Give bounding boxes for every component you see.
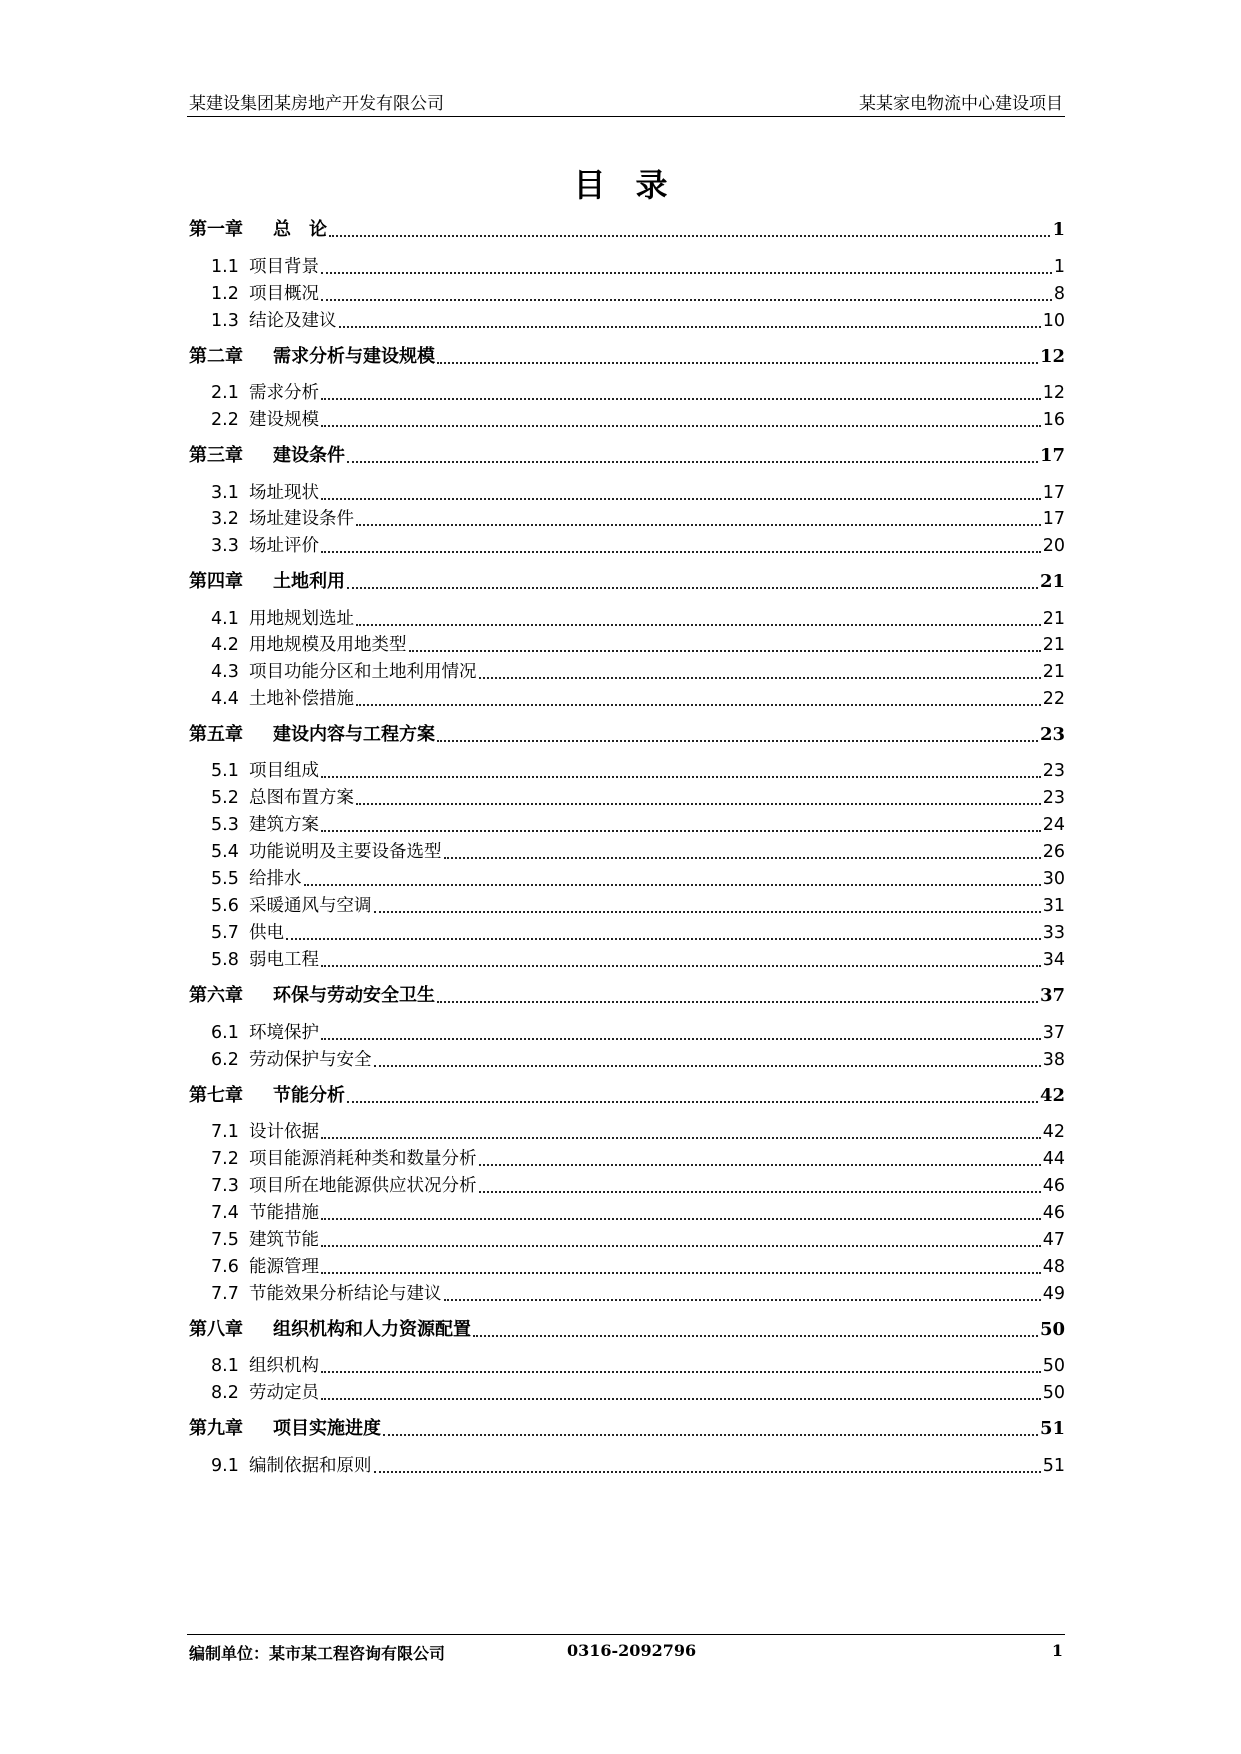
toc-dot-leader xyxy=(437,362,1038,364)
toc-dot-leader xyxy=(321,1137,1041,1139)
toc-entry-page: 30 xyxy=(1042,869,1065,889)
toc-entry-page: 46 xyxy=(1042,1176,1065,1196)
toc-entry-title: 项目所在地能源供应状况分析 xyxy=(249,1176,477,1196)
toc-entry-page: 1 xyxy=(1053,257,1065,277)
toc-entry-title: 组织机构和人力资源配置 xyxy=(273,1319,471,1340)
toc-section-entry[interactable] xyxy=(211,1020,1065,1046)
toc-entry-page: 37 xyxy=(1039,985,1065,1006)
toc-dot-leader xyxy=(286,938,1041,940)
toc-dot-leader xyxy=(437,1001,1038,1003)
toc-dot-leader xyxy=(321,1272,1041,1274)
toc-entry-title: 能源管理 xyxy=(249,1257,319,1277)
toc-entry-title: 建筑方案 xyxy=(249,815,319,835)
toc-entry-page: 46 xyxy=(1042,1203,1065,1223)
toc-section-entry[interactable] xyxy=(211,1281,1065,1307)
toc-chapter-entry[interactable] xyxy=(189,344,1065,370)
toc-entry-number: 第一章 xyxy=(189,219,243,240)
toc-dot-leader xyxy=(444,1299,1041,1301)
toc-section-entry[interactable] xyxy=(211,606,1065,632)
toc-entry-page: 24 xyxy=(1042,815,1065,835)
toc-dot-leader xyxy=(479,1191,1041,1193)
toc-section-entry[interactable] xyxy=(211,506,1065,532)
toc-entry-number: 第九章 xyxy=(189,1418,243,1439)
toc-entry-title: 场址评价 xyxy=(249,536,319,556)
toc-section-entry[interactable] xyxy=(211,839,1065,865)
toc-entry-title: 总 论 xyxy=(273,219,327,240)
toc-dot-leader xyxy=(329,235,1050,237)
toc-entry-title: 设计依据 xyxy=(249,1122,319,1142)
toc-dot-leader xyxy=(473,1335,1038,1337)
toc-dot-leader xyxy=(409,650,1041,652)
toc-entry-title: 用地规模及用地类型 xyxy=(249,635,407,655)
footer-phone: 0316-2092796 xyxy=(567,1641,697,1660)
toc-entry-number: 第二章 xyxy=(189,346,243,367)
toc-entry-page: 50 xyxy=(1042,1356,1065,1376)
toc-entry-number: 1.3 xyxy=(211,311,239,331)
toc-entry-page: 48 xyxy=(1042,1257,1065,1277)
toc-dot-leader xyxy=(347,1101,1038,1103)
toc-entry-title: 土地补偿措施 xyxy=(249,689,354,709)
toc-dot-leader xyxy=(356,524,1041,526)
header-company: 某建设集团某房地产开发有限公司 xyxy=(189,94,444,114)
toc-section-entry[interactable] xyxy=(211,659,1065,685)
toc-dot-leader xyxy=(356,803,1041,805)
toc-entry-title: 需求分析 xyxy=(249,383,319,403)
toc-entry-number: 5.4 xyxy=(211,842,239,862)
toc-entry-title: 劳动定员 xyxy=(249,1383,319,1403)
toc-section-entry[interactable] xyxy=(211,480,1065,506)
footer-organization: 编制单位：某市某工程咨询有限公司 xyxy=(189,1644,446,1663)
toc-section-entry[interactable] xyxy=(211,1047,1065,1073)
toc-entry-page: 42 xyxy=(1039,1085,1065,1106)
toc-entry-number: 7.5 xyxy=(211,1230,239,1250)
toc-entry-title: 需求分析与建设规模 xyxy=(273,346,435,367)
toc-entry-page: 26 xyxy=(1042,842,1065,862)
toc-entry-page: 23 xyxy=(1042,788,1065,808)
toc-entry-page: 51 xyxy=(1042,1456,1065,1476)
toc-entry-page: 23 xyxy=(1042,761,1065,781)
toc-entry-number: 8.2 xyxy=(211,1383,239,1403)
toc-entry-page: 16 xyxy=(1042,410,1065,430)
toc-dot-leader xyxy=(321,299,1052,301)
toc-entry-page: 17 xyxy=(1042,483,1065,503)
toc-section-entry[interactable] xyxy=(211,1254,1065,1280)
toc-dot-leader xyxy=(321,1398,1041,1400)
toc-entry-title: 劳动保护与安全 xyxy=(249,1050,372,1070)
toc-section-entry[interactable] xyxy=(211,380,1065,406)
toc-entry-title: 环保与劳动安全卫生 xyxy=(273,985,435,1006)
toc-entry-page: 12 xyxy=(1039,346,1065,367)
toc-section-entry[interactable] xyxy=(211,632,1065,658)
toc-entry-page: 21 xyxy=(1042,662,1065,682)
toc-section-entry[interactable] xyxy=(211,1227,1065,1253)
toc-dot-leader xyxy=(321,830,1041,832)
toc-dot-leader xyxy=(374,1065,1041,1067)
toc-section-entry[interactable] xyxy=(211,407,1065,433)
toc-dot-leader xyxy=(321,498,1041,500)
toc-dot-leader xyxy=(479,677,1041,679)
toc-chapter-entry[interactable] xyxy=(189,722,1065,748)
toc-entry-number: 3.1 xyxy=(211,483,239,503)
toc-section-entry[interactable] xyxy=(211,893,1065,919)
toc-entry-title: 节能分析 xyxy=(273,1085,345,1106)
toc-entry-page: 8 xyxy=(1053,284,1065,304)
page-header xyxy=(187,88,1065,117)
toc-entry-page: 49 xyxy=(1042,1284,1065,1304)
toc-chapter-entry[interactable] xyxy=(189,1317,1065,1343)
toc-entry-page: 50 xyxy=(1042,1383,1065,1403)
toc-chapter-entry[interactable] xyxy=(189,443,1065,469)
toc-entry-number: 7.3 xyxy=(211,1176,239,1196)
toc-entry-page: 47 xyxy=(1042,1230,1065,1250)
toc-dot-leader xyxy=(479,1164,1041,1166)
toc-entry-number: 7.4 xyxy=(211,1203,239,1223)
toc-entry-title: 场址现状 xyxy=(249,483,319,503)
toc-dot-leader xyxy=(383,1434,1038,1436)
page-footer xyxy=(187,1634,1065,1665)
toc-entry-title: 建设内容与工程方案 xyxy=(273,724,435,745)
toc-entry-page: 17 xyxy=(1042,509,1065,529)
toc-entry-title: 土地利用 xyxy=(273,571,345,592)
toc-entry-title: 项目功能分区和土地利用情况 xyxy=(249,662,477,682)
toc-entry-title: 给排水 xyxy=(249,869,302,889)
toc-dot-leader xyxy=(321,1371,1041,1373)
toc-entry-title: 编制依据和原则 xyxy=(249,1456,372,1476)
toc-dot-leader xyxy=(347,587,1038,589)
toc-section-entry[interactable] xyxy=(211,254,1065,280)
toc-entry-title: 结论及建议 xyxy=(249,311,337,331)
toc-entry-page: 31 xyxy=(1042,896,1065,916)
toc-section-entry[interactable] xyxy=(211,758,1065,784)
toc-entry-number: 4.2 xyxy=(211,635,239,655)
toc-dot-leader xyxy=(374,911,1041,913)
toc-dot-leader xyxy=(321,398,1041,400)
toc-section-entry[interactable] xyxy=(211,812,1065,838)
toc-dot-leader xyxy=(321,272,1052,274)
toc-entry-page: 37 xyxy=(1042,1023,1065,1043)
toc-section-entry[interactable] xyxy=(211,785,1065,811)
toc-entry-page: 33 xyxy=(1042,923,1065,943)
toc-dot-leader xyxy=(321,551,1041,553)
toc-dot-leader xyxy=(356,624,1041,626)
toc-entry-number: 2.1 xyxy=(211,383,239,403)
toc-entry-number: 第六章 xyxy=(189,985,243,1006)
toc-entry-title: 场址建设条件 xyxy=(249,509,354,529)
toc-entry-page: 12 xyxy=(1042,383,1065,403)
toc-entry-number: 5.1 xyxy=(211,761,239,781)
toc-entry-page: 21 xyxy=(1039,571,1065,592)
toc-entry-number: 5.6 xyxy=(211,896,239,916)
toc-entry-number: 2.2 xyxy=(211,410,239,430)
toc-entry-page: 44 xyxy=(1042,1149,1065,1169)
toc-entry-number: 1.1 xyxy=(211,257,239,277)
toc-entry-number: 3.3 xyxy=(211,536,239,556)
toc-dot-leader xyxy=(304,884,1041,886)
toc-dot-leader xyxy=(444,857,1041,859)
toc-entry-title: 节能效果分析结论与建议 xyxy=(249,1284,442,1304)
toc-section-entry[interactable] xyxy=(211,281,1065,307)
footer-page-number: 1 xyxy=(1051,1641,1063,1660)
toc-entry-page: 17 xyxy=(1039,445,1065,466)
toc-entry-page: 20 xyxy=(1042,536,1065,556)
toc-dot-leader xyxy=(347,461,1038,463)
toc-entry-number: 5.3 xyxy=(211,815,239,835)
toc-entry-page: 50 xyxy=(1039,1319,1065,1340)
toc-entry-title: 建筑节能 xyxy=(249,1230,319,1250)
toc-dot-leader xyxy=(374,1471,1041,1473)
toc-section-entry[interactable] xyxy=(211,686,1065,712)
toc-entry-page: 21 xyxy=(1042,609,1065,629)
toc-entry-page: 51 xyxy=(1039,1418,1065,1439)
toc-entry-number: 5.8 xyxy=(211,950,239,970)
toc-dot-leader xyxy=(321,776,1041,778)
header-project: 某某家电物流中心建设项目 xyxy=(859,94,1063,114)
toc-entry-number: 1.2 xyxy=(211,284,239,304)
toc-entry-title: 项目组成 xyxy=(249,761,319,781)
toc-entry-title: 建设规模 xyxy=(249,410,319,430)
toc-entry-title: 组织机构 xyxy=(249,1356,319,1376)
toc-section-entry[interactable] xyxy=(211,1453,1065,1479)
toc-dot-leader xyxy=(437,740,1038,742)
toc-dot-leader xyxy=(321,425,1041,427)
toc-chapter-entry[interactable] xyxy=(189,1416,1065,1442)
toc-entry-title: 建设条件 xyxy=(273,445,345,466)
toc-entry-number: 8.1 xyxy=(211,1356,239,1376)
toc-entry-page: 23 xyxy=(1039,724,1065,745)
toc-section-entry[interactable] xyxy=(211,920,1065,946)
toc-entry-number: 4.1 xyxy=(211,609,239,629)
toc-section-entry[interactable] xyxy=(211,866,1065,892)
toc-section-entry[interactable] xyxy=(211,1380,1065,1406)
toc-entry-number: 7.6 xyxy=(211,1257,239,1277)
toc-entry-page: 42 xyxy=(1042,1122,1065,1142)
toc-chapter-entry[interactable] xyxy=(189,1083,1065,1109)
toc-entry-number: 7.7 xyxy=(211,1284,239,1304)
toc-entry-number: 7.1 xyxy=(211,1122,239,1142)
toc-entry-page: 1 xyxy=(1052,219,1065,240)
toc-entry-number: 第五章 xyxy=(189,724,243,745)
toc-dot-leader xyxy=(321,1038,1041,1040)
toc-entry-number: 3.2 xyxy=(211,509,239,529)
toc-section-entry[interactable] xyxy=(211,947,1065,973)
toc-section-entry[interactable] xyxy=(211,1119,1065,1145)
toc-dot-leader xyxy=(321,1245,1041,1247)
toc-section-entry[interactable] xyxy=(211,1353,1065,1379)
toc-entry-page: 34 xyxy=(1042,950,1065,970)
toc-entry-page: 10 xyxy=(1042,311,1065,331)
toc-entry-number: 第四章 xyxy=(189,571,243,592)
toc-entry-page: 38 xyxy=(1042,1050,1065,1070)
toc-entry-number: 7.2 xyxy=(211,1149,239,1169)
page-title: 目录 xyxy=(573,166,698,204)
toc-entry-number: 6.2 xyxy=(211,1050,239,1070)
toc-entry-title: 弱电工程 xyxy=(249,950,319,970)
toc-entry-title: 功能说明及主要设备选型 xyxy=(249,842,442,862)
toc-entry-title: 采暖通风与空调 xyxy=(249,896,372,916)
toc-entry-number: 4.4 xyxy=(211,689,239,709)
toc-entry-title: 节能措施 xyxy=(249,1203,319,1223)
toc-dot-leader xyxy=(321,965,1041,967)
toc-entry-title: 项目实施进度 xyxy=(273,1418,381,1439)
toc-entry-title: 环境保护 xyxy=(249,1023,319,1043)
toc-section-entry[interactable] xyxy=(211,1200,1065,1226)
toc-entry-number: 第八章 xyxy=(189,1319,243,1340)
toc-chapter-entry[interactable] xyxy=(189,983,1065,1009)
toc-entry-title: 总图布置方案 xyxy=(249,788,354,808)
toc-section-entry[interactable] xyxy=(211,308,1065,334)
toc-section-entry[interactable] xyxy=(211,533,1065,559)
toc-section-entry[interactable] xyxy=(211,1146,1065,1172)
toc-chapter-entry[interactable] xyxy=(189,569,1065,595)
toc-entry-number: 9.1 xyxy=(211,1456,239,1476)
toc-dot-leader xyxy=(339,326,1041,328)
toc-dot-leader xyxy=(356,704,1041,706)
toc-entry-title: 项目概况 xyxy=(249,284,319,304)
toc-dot-leader xyxy=(321,1218,1041,1220)
toc-chapter-entry[interactable] xyxy=(189,217,1065,243)
toc-entry-title: 项目能源消耗种类和数量分析 xyxy=(249,1149,477,1169)
toc-entry-title: 项目背景 xyxy=(249,257,319,277)
toc-entry-number: 5.2 xyxy=(211,788,239,808)
toc-entry-number: 5.5 xyxy=(211,869,239,889)
toc-entry-number: 第七章 xyxy=(189,1085,243,1106)
toc-entry-page: 21 xyxy=(1042,635,1065,655)
toc-entry-number: 5.7 xyxy=(211,923,239,943)
toc-entry-number: 第三章 xyxy=(189,445,243,466)
toc-entry-number: 6.1 xyxy=(211,1023,239,1043)
toc-entry-title: 供电 xyxy=(249,923,284,943)
toc-section-entry[interactable] xyxy=(211,1173,1065,1199)
toc-entry-number: 4.3 xyxy=(211,662,239,682)
toc-entry-page: 22 xyxy=(1042,689,1065,709)
toc-entry-title: 用地规划选址 xyxy=(249,609,354,629)
